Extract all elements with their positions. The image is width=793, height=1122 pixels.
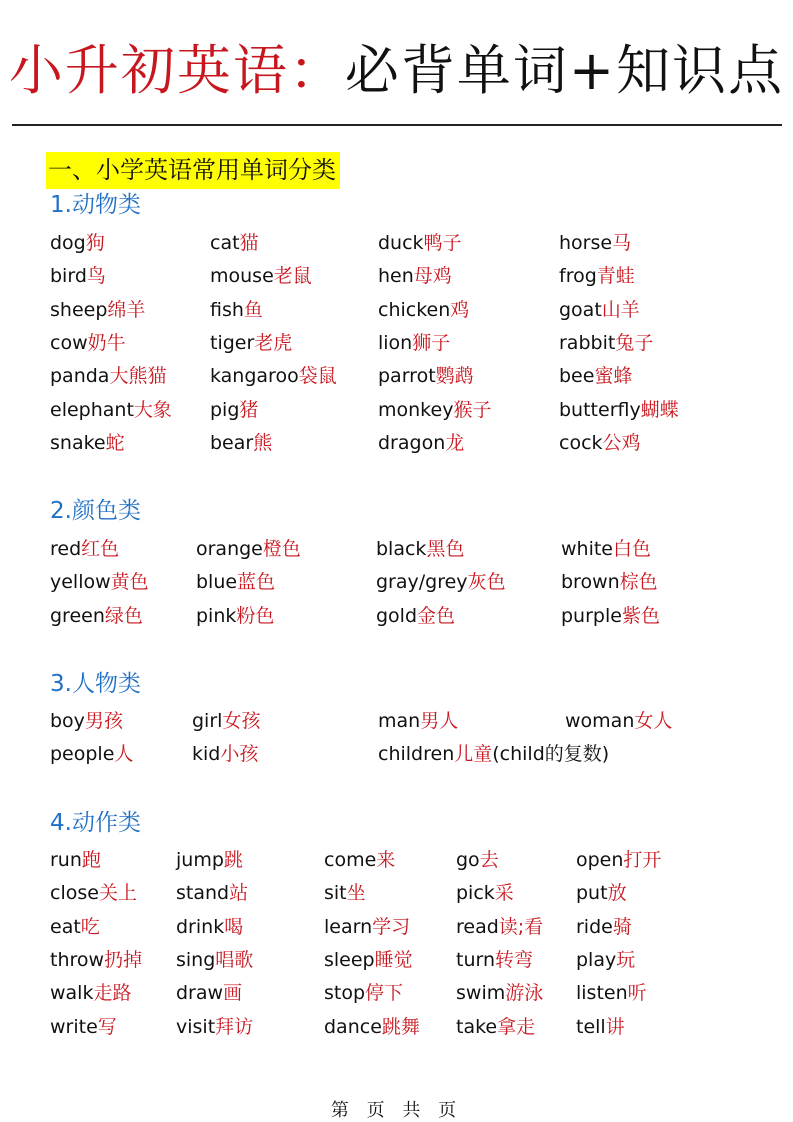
english-word: read xyxy=(456,915,499,938)
english-word: cat xyxy=(210,232,240,254)
word-pair-girl xyxy=(192,708,260,734)
english-word: red xyxy=(50,538,82,560)
chinese-meaning: 猴子 xyxy=(453,398,492,421)
english-word: open xyxy=(576,849,624,871)
chinese-meaning: 猫 xyxy=(239,232,259,254)
chinese-meaning: 绵羊 xyxy=(107,298,146,321)
chinese-meaning: 橙色 xyxy=(262,538,301,560)
word-pair-eat xyxy=(50,914,100,940)
word-pair-dance xyxy=(324,1014,420,1040)
english-word: mouse xyxy=(210,265,274,288)
english-word: bear xyxy=(210,431,254,454)
english-word: black xyxy=(376,538,427,560)
english-word: put xyxy=(576,882,608,905)
english-word: kid xyxy=(192,743,221,766)
english-word: run xyxy=(50,849,82,871)
chinese-meaning: 写 xyxy=(97,1015,117,1038)
word-pair-panda xyxy=(50,363,166,389)
word-pair-cock xyxy=(559,430,641,456)
chinese-meaning: 坐 xyxy=(346,882,366,905)
english-word: brown xyxy=(561,571,620,594)
english-word: girl xyxy=(192,710,223,732)
chinese-meaning: 喝 xyxy=(224,915,244,938)
chinese-meaning: 扔掉 xyxy=(104,948,143,971)
english-word: close xyxy=(50,882,99,905)
word-pair-cow xyxy=(50,330,126,356)
category-title-people: 3.人物类 xyxy=(50,671,141,697)
english-word: sit xyxy=(324,882,347,905)
word-pair-red xyxy=(50,536,119,562)
english-word: yellow xyxy=(50,571,111,594)
word-pair-rabbit xyxy=(559,330,653,356)
chinese-meaning: 去 xyxy=(479,849,499,871)
english-word: goat xyxy=(559,298,602,321)
chinese-meaning: 走路 xyxy=(93,982,132,1005)
word-pair-purple xyxy=(561,603,660,629)
english-word: pick xyxy=(456,882,495,905)
word-pair-parrot xyxy=(378,363,474,389)
chinese-meaning: 跳舞 xyxy=(381,1015,420,1038)
word-pair-hen xyxy=(378,263,452,289)
chinese-meaning: 吃 xyxy=(80,915,100,938)
word-pair-tiger xyxy=(210,330,292,356)
chinese-meaning: 小孩 xyxy=(220,743,259,766)
chinese-meaning: 跑 xyxy=(81,849,101,871)
word-pair-children xyxy=(378,741,609,767)
category-title-actions: 4.动作类 xyxy=(50,810,141,836)
word-pair-pink xyxy=(196,603,274,629)
english-word: hen xyxy=(378,265,414,288)
chinese-meaning: 人 xyxy=(114,743,134,766)
english-word: sing xyxy=(176,948,216,971)
english-word: draw xyxy=(176,982,224,1005)
english-word: visit xyxy=(176,1015,216,1038)
chinese-meaning: 红色 xyxy=(81,538,120,560)
word-pair-drink xyxy=(176,914,243,940)
word-pair-take xyxy=(456,1014,535,1040)
word-pair-read xyxy=(456,914,543,940)
english-word: tell xyxy=(576,1015,606,1038)
word-pair-stand xyxy=(176,880,248,906)
section-heading: 一、小学英语常用单词分类 xyxy=(46,152,340,189)
chinese-meaning: 女孩 xyxy=(222,710,261,732)
english-word: swim xyxy=(456,982,506,1005)
word-pair-kangaroo xyxy=(210,363,337,389)
english-word: lion xyxy=(378,331,413,354)
word-pair-ride xyxy=(576,914,632,940)
word-pair-sing xyxy=(176,947,253,973)
chinese-meaning: 蝴蝶 xyxy=(640,398,679,421)
english-word: write xyxy=(50,1015,98,1038)
word-pair-horse xyxy=(559,230,631,256)
chinese-meaning: 讲 xyxy=(605,1015,625,1038)
word-pair-dragon xyxy=(378,430,464,456)
english-word: ride xyxy=(576,915,613,938)
word-pair-listen xyxy=(576,980,647,1006)
english-word: walk xyxy=(50,982,94,1005)
word-pair-sheep xyxy=(50,297,145,323)
word-pair-draw xyxy=(176,980,242,1006)
word-pair-play xyxy=(576,947,635,973)
english-word: dragon xyxy=(378,431,446,454)
word-pair-orange xyxy=(196,536,301,562)
chinese-meaning: 鹦鹉 xyxy=(435,365,474,388)
english-word: turn xyxy=(456,948,496,971)
english-word: kangaroo xyxy=(210,365,299,388)
chinese-meaning: 听 xyxy=(627,982,647,1005)
chinese-meaning: 狗 xyxy=(85,232,105,254)
english-word: bird xyxy=(50,265,87,288)
english-word: pig xyxy=(210,398,240,421)
category-title-animals: 1.动物类 xyxy=(50,192,141,218)
english-word: stop xyxy=(324,982,366,1005)
word-pair-sleep xyxy=(324,947,413,973)
title-divider xyxy=(12,124,782,126)
english-word: stand xyxy=(176,882,230,905)
chinese-meaning: 金色 xyxy=(417,604,456,627)
chinese-meaning: 来 xyxy=(376,849,396,871)
chinese-meaning: 奶牛 xyxy=(87,331,126,354)
english-word: gold xyxy=(376,604,418,627)
word-pair-woman xyxy=(565,708,672,734)
word-note: (child的复数) xyxy=(492,743,610,766)
english-word: bee xyxy=(559,365,595,388)
english-word: children xyxy=(378,743,455,766)
english-word: pink xyxy=(196,604,237,627)
chinese-meaning: 男孩 xyxy=(84,710,123,732)
page-footer: 第 页 共 页 xyxy=(330,1100,463,1121)
chinese-meaning: 黑色 xyxy=(426,538,465,560)
word-pair-stop xyxy=(324,980,403,1006)
english-word: gray/grey xyxy=(376,571,468,594)
word-pair-open xyxy=(576,847,661,873)
word-pair-pig xyxy=(210,397,258,423)
english-word: parrot xyxy=(378,365,436,388)
chinese-meaning: 兔子 xyxy=(615,331,654,354)
english-word: woman xyxy=(565,710,635,732)
word-pair-duck xyxy=(378,230,462,256)
chinese-meaning: 马 xyxy=(612,232,632,254)
chinese-meaning: 蛇 xyxy=(105,431,125,454)
chinese-meaning: 龙 xyxy=(445,431,465,454)
chinese-meaning: 画 xyxy=(223,982,243,1005)
chinese-meaning: 骑 xyxy=(612,915,632,938)
word-pair-close xyxy=(50,880,137,906)
chinese-meaning: 采 xyxy=(494,882,514,905)
chinese-meaning: 大象 xyxy=(133,398,172,421)
english-word: cock xyxy=(559,431,603,454)
chinese-meaning: 打开 xyxy=(623,849,662,871)
chinese-meaning: 游泳 xyxy=(505,982,544,1005)
chinese-meaning: 跳 xyxy=(223,849,243,871)
chinese-meaning: 关上 xyxy=(98,882,137,905)
english-word: rabbit xyxy=(559,331,616,354)
chinese-meaning: 大熊猫 xyxy=(109,365,167,388)
chinese-meaning: 老鼠 xyxy=(273,265,312,288)
english-word: dance xyxy=(324,1015,382,1038)
word-pair-go xyxy=(456,847,499,873)
word-pair-put xyxy=(576,880,627,906)
english-word: tiger xyxy=(210,331,255,354)
chinese-meaning: 停下 xyxy=(365,982,404,1005)
category-title-colors: 2.颜色类 xyxy=(50,498,141,524)
chinese-meaning: 白色 xyxy=(613,538,652,560)
english-word: throw xyxy=(50,948,105,971)
word-pair-green xyxy=(50,603,143,629)
english-word: sleep xyxy=(324,948,375,971)
chinese-meaning: 睡觉 xyxy=(374,948,413,971)
chinese-meaning: 棕色 xyxy=(619,571,658,594)
english-word: butterfly xyxy=(559,398,641,421)
word-pair-yellow xyxy=(50,569,149,595)
chinese-meaning: 站 xyxy=(229,882,249,905)
word-pair-pick xyxy=(456,880,514,906)
chinese-meaning: 玩 xyxy=(616,948,636,971)
chinese-meaning: 拜访 xyxy=(215,1015,254,1038)
english-word: snake xyxy=(50,431,106,454)
word-pair-gray-grey xyxy=(376,569,506,595)
word-pair-bear xyxy=(210,430,272,456)
english-word: green xyxy=(50,604,105,627)
word-pair-lion xyxy=(378,330,450,356)
english-word: people xyxy=(50,743,115,766)
english-word: monkey xyxy=(378,398,454,421)
word-pair-butterfly xyxy=(559,397,679,423)
english-word: cow xyxy=(50,331,88,354)
chinese-meaning: 蜜蜂 xyxy=(594,365,633,388)
chinese-meaning: 学习 xyxy=(372,915,411,938)
chinese-meaning: 袋鼠 xyxy=(298,365,337,388)
word-pair-elephant xyxy=(50,397,172,423)
word-pair-throw xyxy=(50,947,142,973)
word-pair-goat xyxy=(559,297,640,323)
word-pair-turn xyxy=(456,947,533,973)
word-pair-boy xyxy=(50,708,123,734)
english-word: white xyxy=(561,538,613,560)
word-pair-walk xyxy=(50,980,131,1006)
english-word: purple xyxy=(561,604,622,627)
english-word: listen xyxy=(576,982,628,1005)
chinese-meaning: 唱歌 xyxy=(215,948,254,971)
chinese-meaning: 公鸡 xyxy=(602,431,641,454)
english-word: fish xyxy=(210,298,244,321)
english-word: frog xyxy=(559,265,597,288)
chinese-meaning: 读;看 xyxy=(498,915,544,938)
chinese-meaning: 鸟 xyxy=(86,265,106,288)
word-pair-bird xyxy=(50,263,106,289)
word-pair-black xyxy=(376,536,464,562)
english-word: play xyxy=(576,948,617,971)
english-word: dog xyxy=(50,232,86,254)
word-pair-jump xyxy=(176,847,243,873)
chinese-meaning: 山羊 xyxy=(601,298,640,321)
word-pair-sit xyxy=(324,880,366,906)
word-pair-cat xyxy=(210,230,259,256)
chinese-meaning: 鱼 xyxy=(243,298,263,321)
word-pair-man xyxy=(378,708,458,734)
chinese-meaning: 黄色 xyxy=(110,571,149,594)
english-word: horse xyxy=(559,232,613,254)
chinese-meaning: 狮子 xyxy=(412,331,451,354)
chinese-meaning: 拿走 xyxy=(497,1015,536,1038)
chinese-meaning: 青蛙 xyxy=(596,265,635,288)
word-pair-swim xyxy=(456,980,543,1006)
chinese-meaning: 粉色 xyxy=(236,604,275,627)
english-word: drink xyxy=(176,915,225,938)
english-word: boy xyxy=(50,710,85,732)
word-pair-tell xyxy=(576,1014,625,1040)
title-part-black: 必背单词+知识点 xyxy=(344,39,785,102)
word-pair-run xyxy=(50,847,101,873)
word-pair-dog xyxy=(50,230,105,256)
word-pair-brown xyxy=(561,569,658,595)
chinese-meaning: 儿童 xyxy=(454,743,493,766)
english-word: panda xyxy=(50,365,110,388)
english-word: jump xyxy=(176,849,224,871)
chinese-meaning: 紫色 xyxy=(621,604,660,627)
english-word: eat xyxy=(50,915,81,938)
english-word: chicken xyxy=(378,298,451,321)
word-pair-bee xyxy=(559,363,632,389)
english-word: go xyxy=(456,849,480,871)
chinese-meaning: 鸭子 xyxy=(423,232,462,254)
chinese-meaning: 熊 xyxy=(253,431,273,454)
word-pair-fish xyxy=(210,297,263,323)
word-pair-visit xyxy=(176,1014,253,1040)
chinese-meaning: 转弯 xyxy=(495,948,534,971)
chinese-meaning: 鸡 xyxy=(450,298,470,321)
word-pair-come xyxy=(324,847,395,873)
chinese-meaning: 男人 xyxy=(420,710,459,732)
word-pair-snake xyxy=(50,430,125,456)
word-pair-blue xyxy=(196,569,275,595)
word-pair-kid xyxy=(192,741,258,767)
word-pair-frog xyxy=(559,263,635,289)
word-pair-people xyxy=(50,741,133,767)
chinese-meaning: 绿色 xyxy=(104,604,143,627)
english-word: man xyxy=(378,710,421,732)
english-word: duck xyxy=(378,232,424,254)
word-pair-chicken xyxy=(378,297,469,323)
word-pair-mouse xyxy=(210,263,312,289)
word-pair-write xyxy=(50,1014,117,1040)
word-pair-monkey xyxy=(378,397,491,423)
chinese-meaning: 蓝色 xyxy=(237,571,276,594)
word-pair-gold xyxy=(376,603,455,629)
chinese-meaning: 放 xyxy=(607,882,627,905)
page-title xyxy=(0,28,793,105)
english-word: blue xyxy=(196,571,238,594)
chinese-meaning: 老虎 xyxy=(254,331,293,354)
english-word: come xyxy=(324,849,377,871)
chinese-meaning: 猪 xyxy=(239,398,259,421)
english-word: elephant xyxy=(50,398,134,421)
english-word: learn xyxy=(324,915,373,938)
word-pair-learn xyxy=(324,914,410,940)
english-word: take xyxy=(456,1015,498,1038)
chinese-meaning: 灰色 xyxy=(467,571,506,594)
word-pair-white xyxy=(561,536,651,562)
title-part-red: 小升初英语： xyxy=(8,39,345,102)
english-word: orange xyxy=(196,538,263,560)
chinese-meaning: 女人 xyxy=(634,710,673,732)
chinese-meaning: 母鸡 xyxy=(413,265,452,288)
english-word: sheep xyxy=(50,298,108,321)
